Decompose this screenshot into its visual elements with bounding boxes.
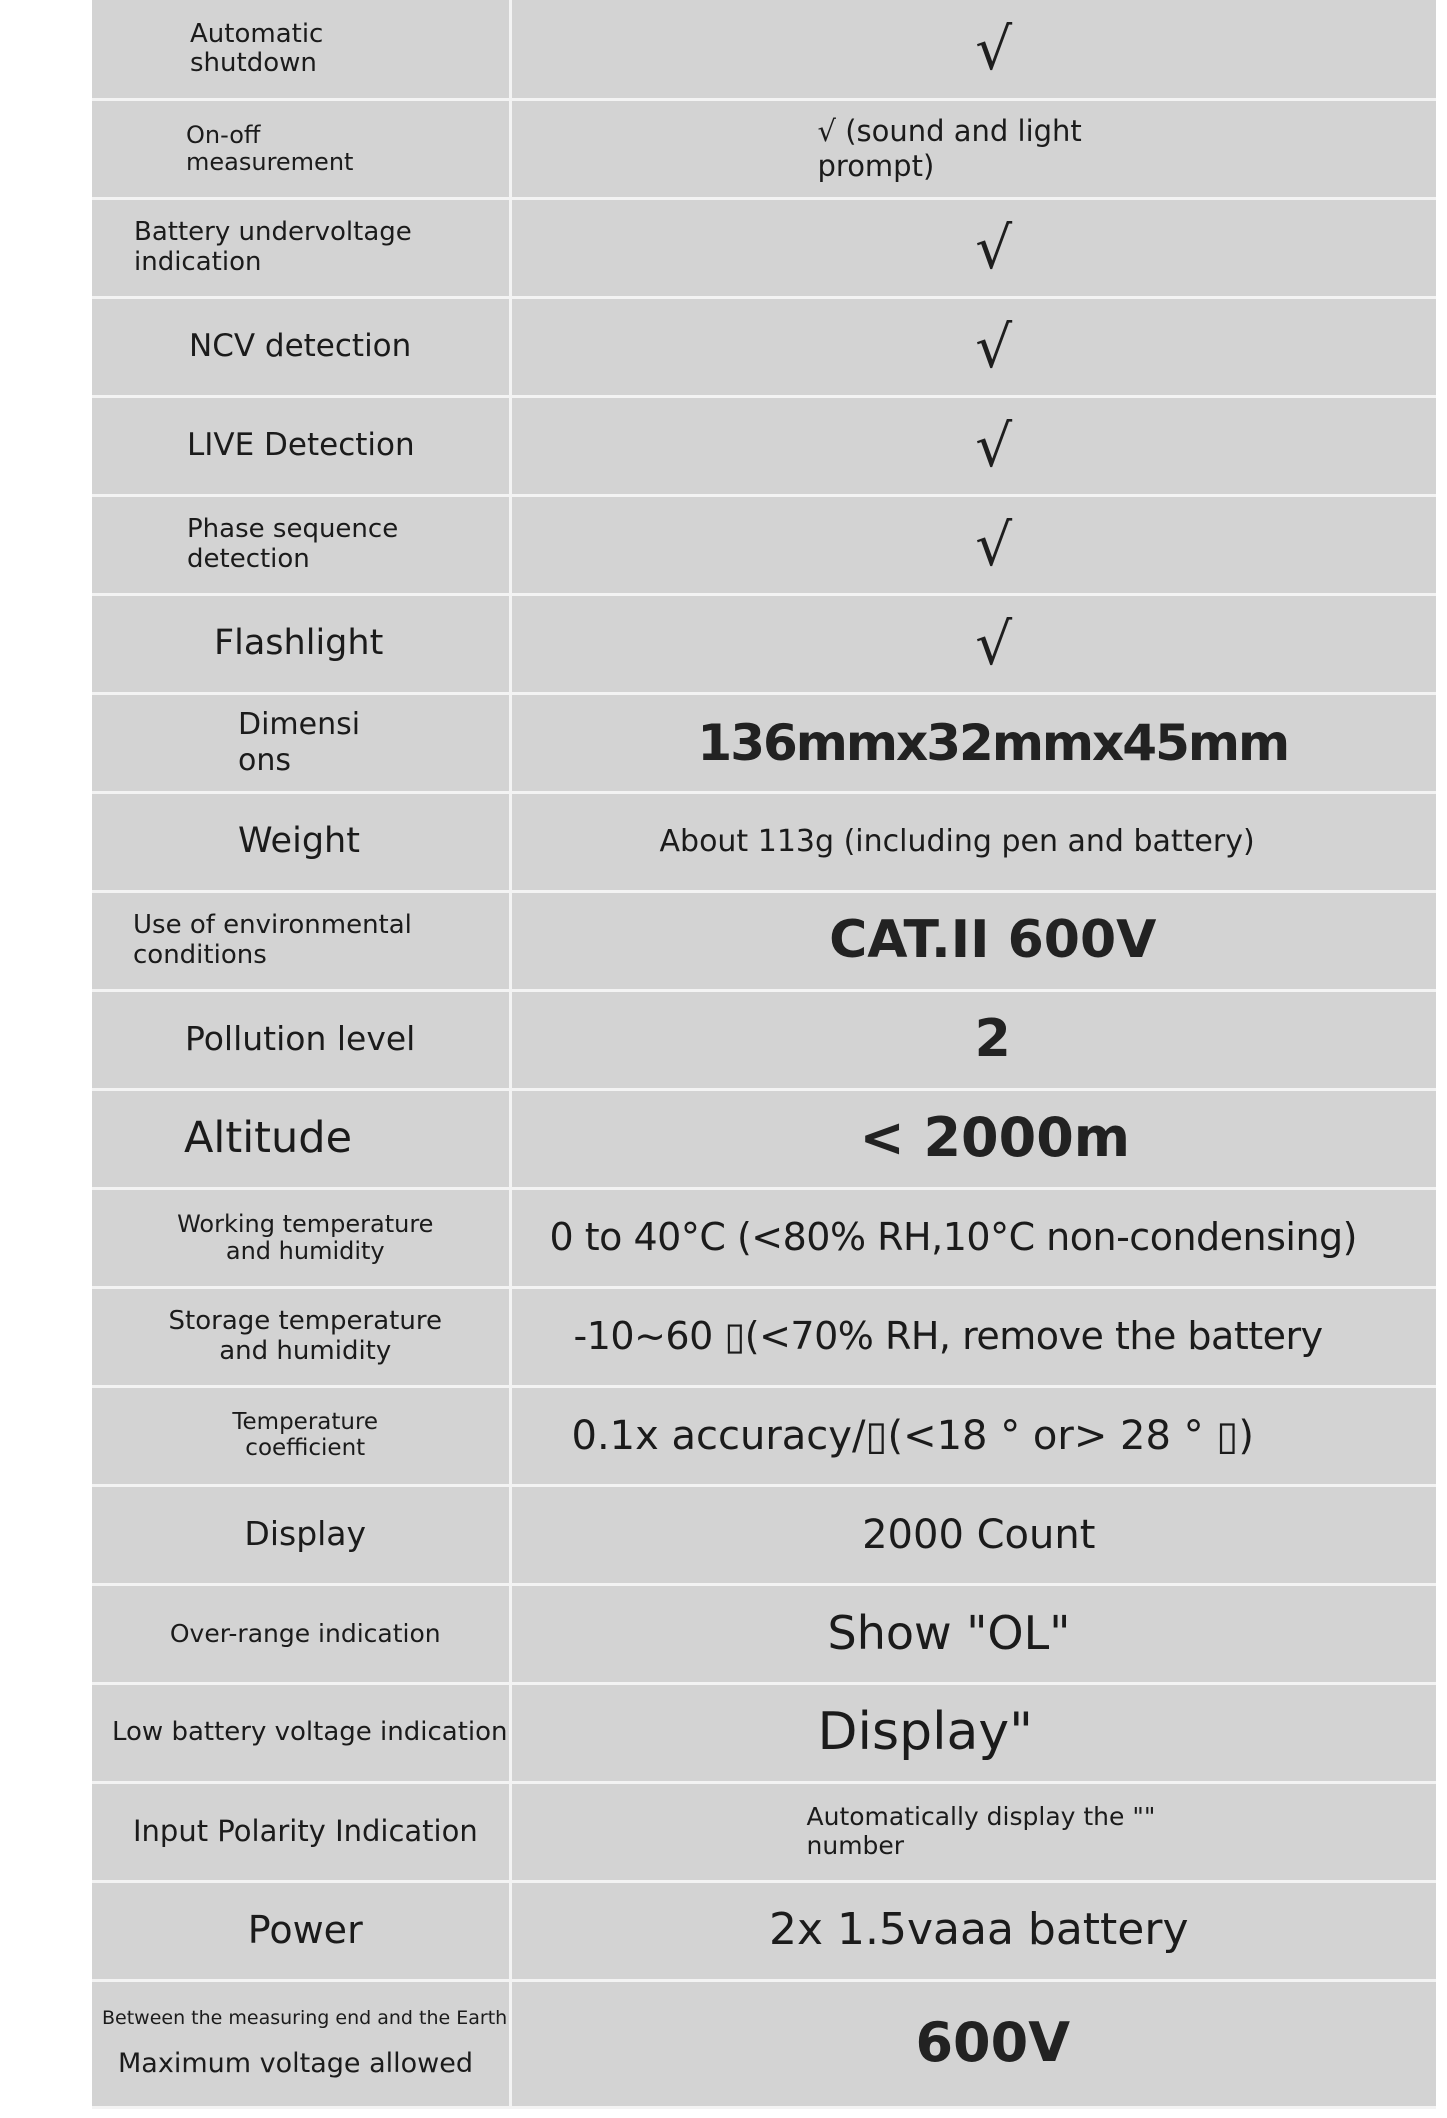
table-row [92,1386,1436,1485]
check-mark-icon: √ [975,609,1013,678]
row-label-cell [92,198,510,297]
row-label-cell [92,297,510,396]
row-label-cell [92,1188,510,1287]
row-label-cell [92,594,510,693]
row-label: Working temperature and humidity [177,1209,434,1265]
row-label-cell [92,1980,510,2107]
table-row [92,1881,1436,1980]
row-value-cell [510,1584,1436,1683]
row-value-cell [510,198,1436,297]
row-value: 2x 1.5vaaa battery [768,1904,1189,1956]
row-value-cell [510,1386,1436,1485]
row-label-cell [92,891,510,990]
row-value: < 2000m [859,1106,1131,1170]
row-label: On-off measurement [186,120,354,176]
row-value-cell [510,1881,1436,1980]
row-label-cell [92,1782,510,1881]
table-row [92,1980,1436,2107]
table-row [92,297,1436,396]
row-label: NCV detection [189,328,412,365]
check-mark-icon: √ [975,312,1013,381]
check-mark-icon: √ [975,510,1013,579]
table-row [92,198,1436,297]
row-value-cell [510,1683,1436,1782]
row-value: Automatically display the "" number [806,1801,1156,1860]
row-label-cell [92,1089,510,1188]
row-value-cell [510,1782,1436,1881]
table-row [92,594,1436,693]
row-value: 136mmx32mmx45mm [697,713,1289,772]
row-label: Battery undervoltage indication [134,217,412,277]
row-label: Use of environmental conditions [133,910,412,970]
row-label: Over-range indication [169,1618,441,1648]
row-label: Input Polarity Indication [133,1814,478,1849]
row-value: Show "OL" [827,1605,1071,1660]
row-label: Altitude [184,1113,353,1164]
row-label: Phase sequence detection [187,514,399,574]
row-label: Low battery voltage indication [112,1716,508,1747]
check-mark-icon: √ [975,411,1013,480]
row-label: Storage temperature and humidity [168,1306,442,1366]
row-value-cell [510,1287,1436,1386]
row-value-cell [510,1188,1436,1287]
row-value-cell [510,1089,1436,1188]
row-value-cell [510,594,1436,693]
check-mark-icon: √ [975,213,1013,282]
row-value-cell [510,693,1436,792]
row-value-cell [510,1485,1436,1584]
row-label-cell [92,1881,510,1980]
table-row [92,693,1436,792]
row-label-cell [92,1485,510,1584]
row-label: Power [247,1908,363,1953]
row-label-bottom: Maximum voltage allowed [118,2048,473,2080]
row-value-cell [510,396,1436,495]
row-value-cell [510,99,1436,198]
row-label-top: Between the measuring end and the Earth [102,2006,508,2029]
row-value: 2 [974,1009,1011,1070]
row-label-cell [92,495,510,594]
row-value-cell [510,990,1436,1089]
row-label-cell [92,693,510,792]
table-row [92,1287,1436,1386]
table-row [92,891,1436,990]
row-value: Display" [817,1702,1034,1763]
table-row [92,792,1436,891]
table-row [92,0,1436,99]
row-label-cell [92,1287,510,1386]
row-label-cell [92,99,510,198]
row-label: Weight [238,820,360,861]
row-label: LIVE Detection [187,427,415,464]
row-label: Automatic shutdown [190,18,324,78]
table-row [92,1089,1436,1188]
row-value-cell [510,495,1436,594]
table-row [92,396,1436,495]
row-value-cell [510,297,1436,396]
row-value: -10~60 ▯(<70% RH, remove the battery [573,1313,1323,1358]
table-row [92,1584,1436,1683]
row-label-cell [92,396,510,495]
row-label-cell [92,1386,510,1485]
row-label-cell [92,1584,510,1683]
row-label-cell [92,792,510,891]
row-value-cell [510,792,1436,891]
table-row [92,1782,1436,1881]
row-label: Flashlight [214,622,384,663]
spec-table [92,0,1436,2109]
row-label-cell [92,990,510,1089]
row-label: Pollution level [185,1019,416,1059]
table-row [92,99,1436,198]
row-value: 0 to 40°C (<80% RH,10°C non-condensing) [549,1214,1358,1259]
row-label: Display [244,1514,367,1554]
table-row [92,1485,1436,1584]
row-value-cell [510,1980,1436,2107]
row-value: CAT.II 600V [829,910,1157,971]
row-label-cell [92,0,510,99]
row-value: 600V [915,2011,1070,2075]
row-value-cell [510,891,1436,990]
table-row [92,1188,1436,1287]
row-value-cell [510,0,1436,99]
row-value: 0.1x accuracy/▯(<18 ° or> 28 ° ▯) [571,1412,1254,1459]
row-label: Dimensi ons [238,706,361,778]
row-label: Temperature coefficient [232,1408,379,1461]
row-value: √ (sound and light prompt) [817,113,1082,183]
row-value: About 113g (including pen and battery) [659,823,1255,859]
row-value: 2000 Count [862,1511,1096,1558]
table-row [92,1683,1436,1782]
check-mark-icon: √ [975,14,1013,83]
row-label-cell [92,1683,510,1782]
table-row [92,495,1436,594]
table-row [92,990,1436,1089]
